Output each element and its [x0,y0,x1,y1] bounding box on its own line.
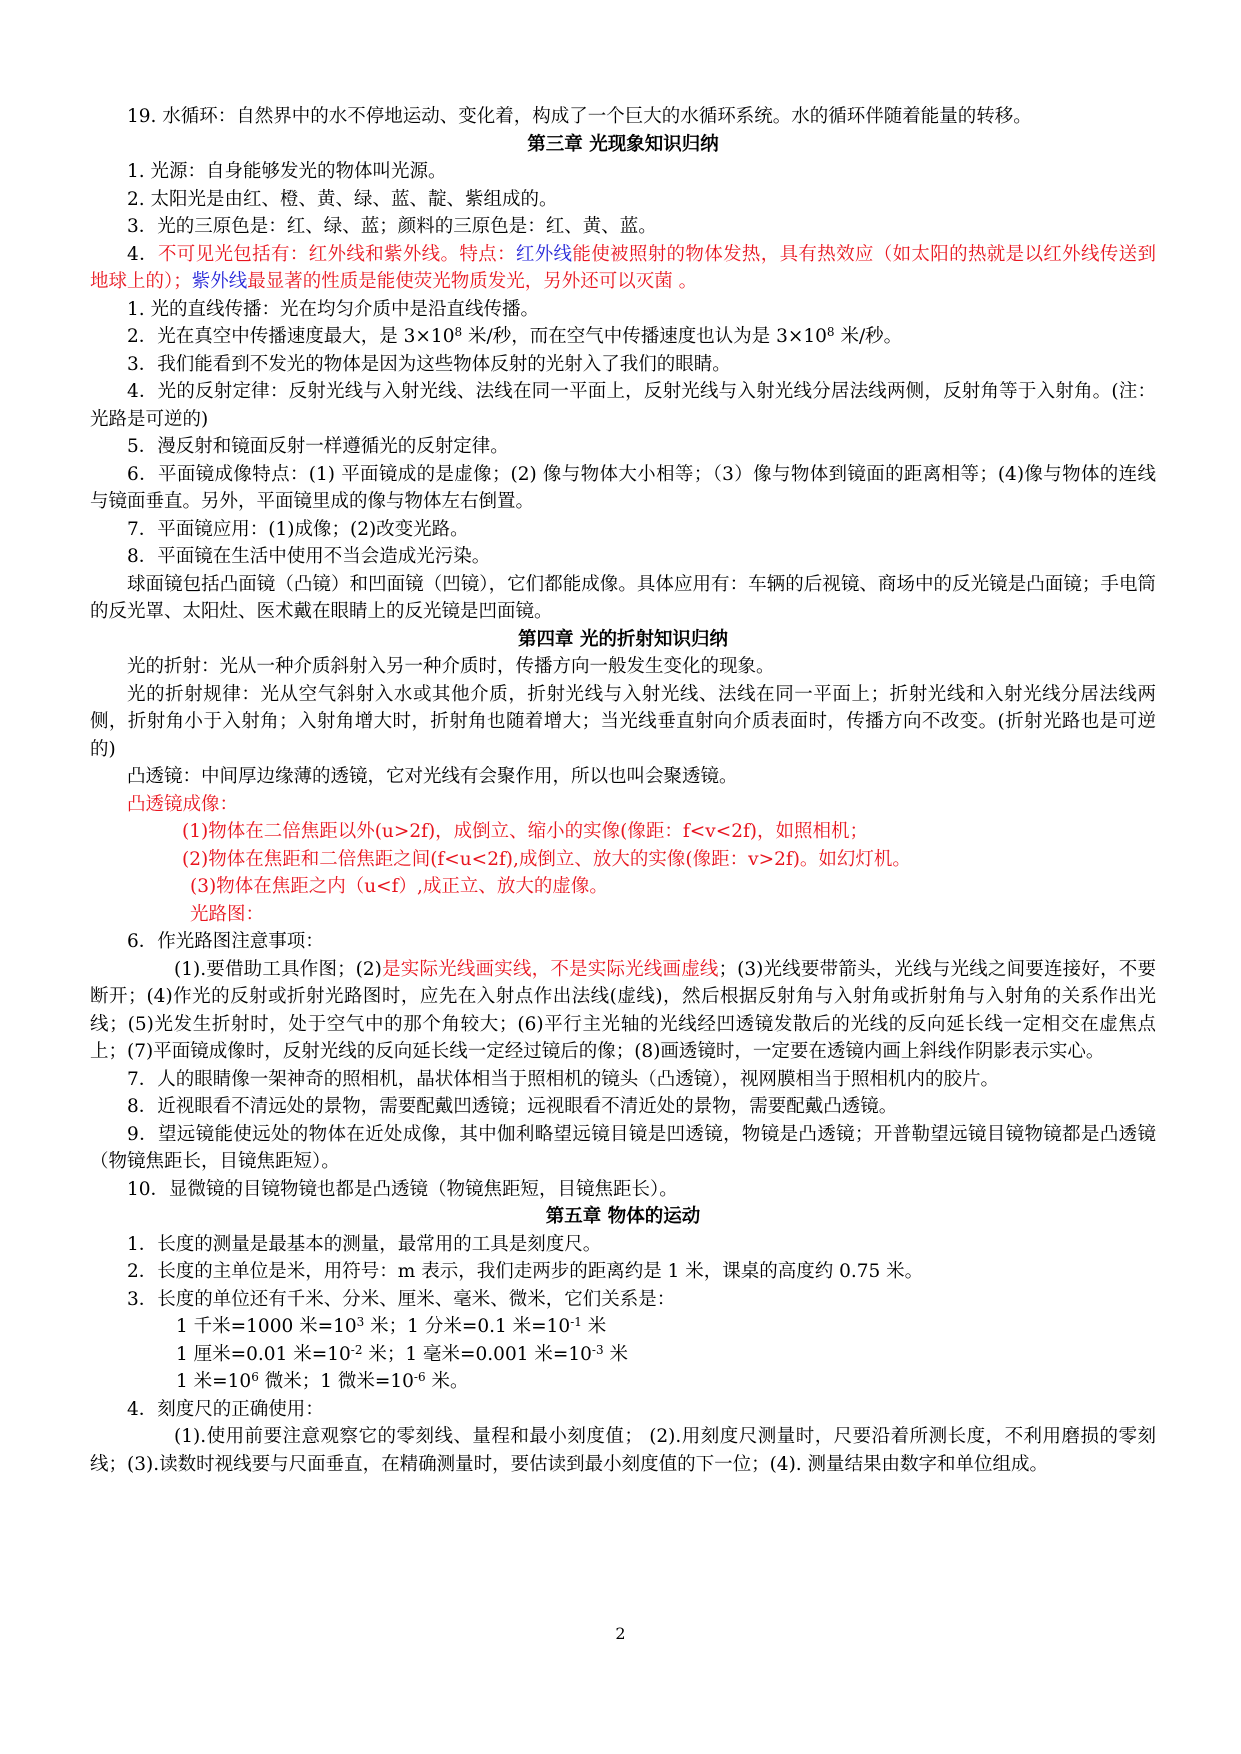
ch3-light-2 [90,323,1156,351]
unit-1-text-a: 1 千米=1000 米=10 [176,1316,357,1337]
unit-3-text-a: 1 米=10 [176,1371,252,1392]
ch4-glasses: 8．近视眼看不清远处的景物，需要配戴凹透镜；远视眼看不清近处的景物，需要配戴凸透镜。 [127,1096,898,1117]
diagram-notes-text-c: ；(3)光线要带箭头，光线与光线之间要连接好，不要断开；(4)作光的反射或折射光路图时，应先在入射点作出法线(虚线)，然后根据反射角与入射角或折射角与入射角的关系作出光线；(5)光发生折射时，处于空气中的那个角较大；(6)平行主光轴的光线经凹透镜发散后的光线的反向延长线一定相交在虚焦点上；(7)平面镜成像时，反射光线的反向延长线一定经过镜后的像；(8)画透镜时，一定要在透镜内画上斜线作阴影表示实心。 [90,958,1156,1062]
unit-1-exp-1: 3 [356,1315,365,1329]
ch4-imaging-case-1: (1)物体在二倍焦距以外(u>2f)，成倒立、缩小的实像(像距：f<v<2f)，如照相机； [182,821,869,842]
ch4-refraction-law: 光的折射规律：光从空气斜射入水或其他介质，折射光线与入射光线、法线在同一平面上；折射光线和入射光线分居法线两侧，折射角小于入射角；入射角增大时，折射角也随着增大；当光线垂直射向介质表面时，传播方向不改变。(折射光路也是可逆的) [90,683,1156,760]
light-speed-exponent-1: 8 [454,325,463,339]
ch5-item-1: 1．长度的测量是最基本的测量，最常用的工具是刻度尺。 [127,1233,602,1255]
ch5-item-3: 3．长度的单位还有千米、分米、厘米、毫米、微米，它们关系是： [127,1288,676,1310]
unit-3-exp-1: 6 [251,1370,259,1384]
light-speed-text-c: 米/秒。 [834,326,903,347]
ch4-imaging-case-2: (2)物体在焦距和二倍焦距之间(f<u<2f),成倒立、放大的实像(像距：v>2f)。如幻灯机。 [182,848,911,870]
ch4-convex-lens: 凸透镜：中间厚边缘薄的透镜，它对光线有会聚作用，所以也叫会聚透镜。 [127,766,738,787]
unit-2-text-a: 1 厘米=0.01 米=10 [176,1343,351,1365]
unit-1-exp-2: -1 [570,1315,582,1329]
unit-3-exp-2: -6 [413,1370,426,1384]
diagram-notes-text-a: (1).要借助工具作图；(2) [174,958,382,980]
ch3-item-1: 1. 光源：自身能够发光的物体叫光源。 [127,161,447,182]
ch3-light-4: 4．光的反射定律：反射光线与入射光线、法线在同一平面上，反射光线与入射光线分居法线两侧，反射角等于入射角。(注：光路是可逆的) [90,381,1156,430]
ch3-item-3: 3．光的三原色是：红、绿、蓝；颜料的三原色是：红、黄、蓝。 [127,216,657,237]
ch3-spherical-mirror: 球面镜包括凸面镜（凸镜）和凹面镜（凹镜），它们都能成像。具体应用有：车辆的后视镜、商场中的反光镜是凸面镜；手电筒的反光罩、太阳灶、医术戴在眼睛上的反光镜是凹面镜。 [90,573,1156,622]
ch3-item-2: 2. 太阳光是由红、橙、黄、绿、蓝、靛、紫组成的。 [127,188,558,210]
ch3-light-3: 3．我们能看到不发光的物体是因为这些物体反射的光射入了我们的眼睛。 [127,353,731,375]
item-water-cycle: 19. 水循环：自然界中的水不停地运动、变化着，构成了一个巨大的水循环系统。水的循环伴随着能量的转移。 [127,106,1032,127]
ch4-lens-imaging-heading: 凸透镜成像： [127,793,239,815]
ch3-item-4 [90,241,1156,296]
ch5-ruler-usage: (1).使用前要注意观察它的零刻线、量程和最小刻度值； (2).用刻度尺测量时，尺要沿着所测长度，不利用磨损的零刻线；(3).读数时视线要与尺面垂直，在精确测量时，要估读到最小刻度值的下一位；(4). 测量结果由数字和单位组成。 [90,1426,1156,1475]
unit-1-text-b: 米；1 分米=0.1 米=10 [364,1316,571,1337]
chapter-4-title: 第四章 光的折射知识归纳 [518,628,728,650]
unit-2-exp-1: -2 [350,1342,363,1357]
unit-3-text-b: 微米；1 微米=10 [258,1371,414,1392]
chapter-5-title: 第五章 物体的运动 [545,1206,701,1227]
ch5-unit-line-2 [90,1341,1156,1369]
ch5-item-4: 4．刻度尺的正确使用： [127,1398,324,1420]
ch4-telescope: 9．望远镜能使远处的物体在近处成像，其中伽利略望远镜目镜是凹透镜，物镜是凸透镜；开普勒望远镜目镜物镜都是凸透镜（物镜焦距长，目镜焦距短）。 [90,1123,1156,1172]
ch5-unit-line-3 [90,1368,1156,1396]
document-page [90,103,1156,1478]
ch4-diagram-notes [90,956,1156,1066]
light-speed-exponent-2: 8 [826,325,835,339]
diagram-notes-highlight: 是实际光线画实线，不是实际光线画虚线 [381,958,719,980]
infrared-description: 能使被照射的物体发热，具有热效应（如太阳的热就是以红外线传送到地球上的）； [90,243,1156,292]
chapter-3-title: 第三章 光现象知识归纳 [527,133,719,155]
ch4-ray-diagram-label: 光路图： [190,903,265,925]
invisible-light-text: 不可见光包括有：红外线和紫外线。特点： [157,243,516,265]
unit-2-text-c: 米 [603,1343,628,1365]
ch5-item-2: 2．长度的主单位是米，用符号：m 表示，我们走两步的距离约是 1 米，课桌的高度约 0.75 米。 [127,1261,924,1282]
ch4-diagram-notes-heading: 6．作光路图注意事项： [127,931,324,952]
ch3-light-7: 7．平面镜应用：(1)成像；(2)改变光路。 [127,518,469,540]
ch4-refraction-def: 光的折射：光从一种介质斜射入另一种介质时，传播方向一般发生变化的现象。 [127,656,775,677]
ch4-microscope: 10．显微镜的目镜物镜也都是凸透镜（物镜焦距短，目镜焦距长）。 [127,1178,678,1200]
unit-1-text-c: 米 [581,1316,607,1337]
unit-3-text-c: 米。 [425,1371,469,1392]
ch3-light-5: 5．漫反射和镜面反射一样遵循光的反射定律。 [127,436,509,457]
ch3-light-6: 6．平面镜成像特点：(1) 平面镜成的是虚像；(2) 像与物体大小相等；（3）像与物体到镜面的距离相等；(4)像与物体的连线与镜面垂直。另外，平面镜里成的像与物体左右倒置。 [90,463,1156,512]
ch4-imaging-case-3: (3)物体在焦距之内（u<f）,成正立、放大的虚像。 [190,876,608,897]
ultraviolet-term: 紫外线 [191,271,248,292]
ch3-item-4-number: 4． [127,243,158,265]
ch4-eye: 7．人的眼睛像一架神奇的照相机，晶状体相当于照相机的镜头（凸透镜），视网膜相当于照相机内的胶片。 [127,1068,1000,1090]
unit-2-text-b: 米；1 毫米=0.001 米=10 [362,1343,592,1365]
infrared-term: 红外线 [515,243,573,265]
light-speed-text-a: 2．光在真空中传播速度最大，是 3×10 [127,326,455,347]
page-number: 2 [615,1624,626,1643]
ch3-light-8: 8．平面镜在生活中使用不当会造成光污染。 [127,546,491,567]
ch5-unit-line-1 [90,1313,1156,1341]
light-speed-text-b: 米/秒，而在空气中传播速度也认为是 3×10 [462,326,827,347]
ultraviolet-description: 最显著的性质是能使荧光物质发光，另外还可以灭菌 。 [247,271,698,292]
ch3-light-1: 1. 光的直线传播：光在均匀介质中是沿直线传播。 [127,298,540,320]
unit-2-exp-2: -3 [591,1342,604,1357]
